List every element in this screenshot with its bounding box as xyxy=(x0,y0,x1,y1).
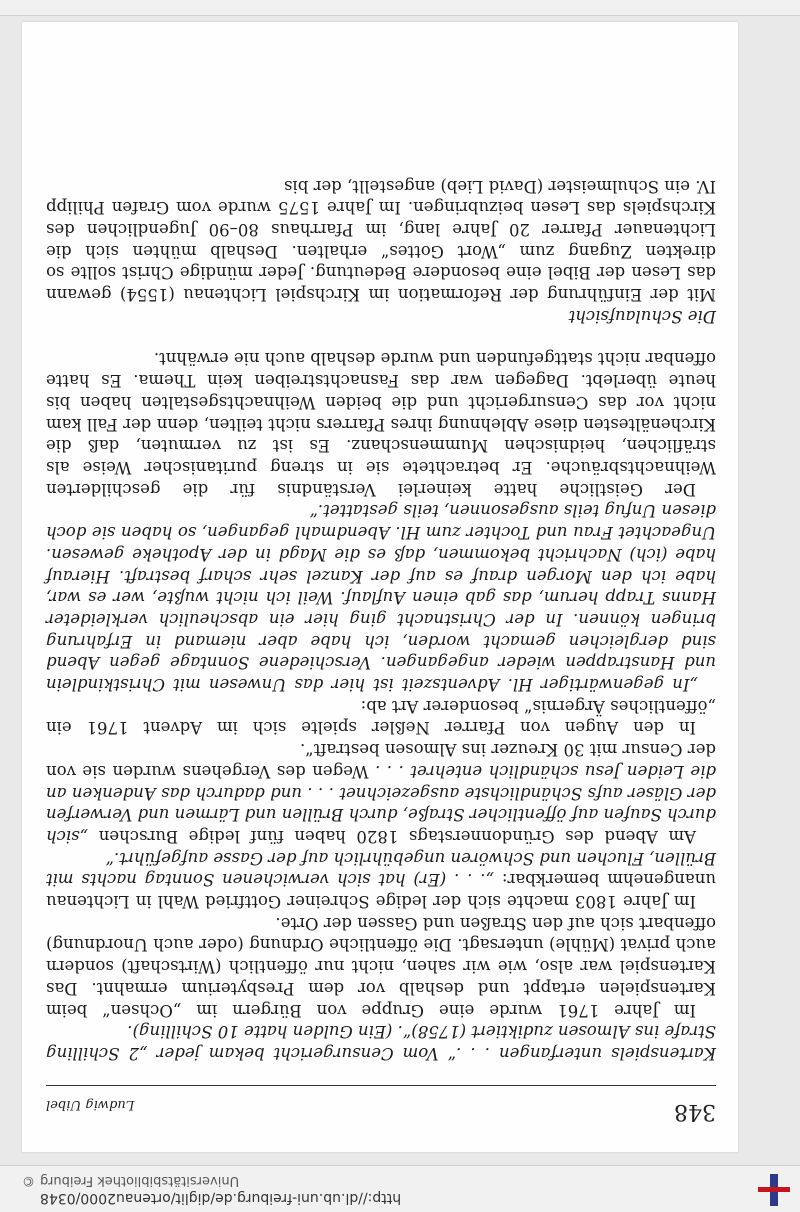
library-logo-icon[interactable] xyxy=(758,1174,790,1206)
viewer-header-bar xyxy=(0,1165,800,1212)
library-credit: Universitätsbibliothek Freiburg xyxy=(40,1173,240,1188)
paragraph-1: Kartenspiels unterfangen . . .“ Vom Censurgericht bekam jeder „2 Schilling Strafe ins Almosen zudiktiert (1758)“. (Ein Gulden hatte 10 Schilling). xyxy=(46,1022,716,1063)
paragraph-5: In den Augen von Pfarrer Neßler spielte sich im Advent 1761 ein „öffentliches Ärgernis“ besonderer Art ab: xyxy=(46,696,716,738)
quote-advent: „In gegenwärtiger Hl. Adventszeit ist hier das Unwesen mit Christkindlein und Hanstrappen wieder angegangen. Verschiedene Sonntage gegen Abend sind dergleichen gemacht worden, ich habe aber niemand in Erfahrung bringen können. In der Christnacht ging hier ein abscheulich verkleideter Hanns Trapp herum, das gab einen Auflauf. Weil ich nicht wußte, wer es war, habe ich den Morgen drauf es auf der Kanzel sehr scharf bestraft. Hierauf habe (ich) Nachricht bekommen, daß es die Magd in der Apotheke gewesen. Ungeachtet Frau und Tochter zum Hl. Abendmahl gegangen, so haben sie doch diesen Unfug teils ausgesonnen, teils gestattet.“ xyxy=(46,501,716,695)
section-heading: Die Schulaufsicht xyxy=(568,306,716,326)
page-body xyxy=(46,175,716,1064)
page-header xyxy=(46,1085,716,1126)
running-author: Ludwig Uibel xyxy=(46,1097,135,1112)
paragraph-6: Der Geistliche hatte keinerlei Verständnis für die geschilderten Weihnachtsbräuche. Er betrachtete sie in streng puritanischer Weise als sträflichen, heidnischen Mummenschanz. Es ist zu vermuten, daß die Kirchenältesten diese Ablehnung ihres Pfarrers nicht teilten, denn der Fall kam nicht vor das Censurgericht und die beiden Weihnachtsgestalten haben bis heute überlebt. Dagegen war das Fasnachtstreiben kein Thema. Es hatte offenbar nicht stattgefunden und wurde deshalb auch nie erwähnt. xyxy=(46,349,716,499)
page-url[interactable]: http://dl.ub.uni-freiburg.de/diglit/ortenau2000/0348 xyxy=(40,1190,402,1206)
copyright-icon: © xyxy=(22,1173,35,1188)
viewer-footer-bar xyxy=(0,0,800,16)
paragraph-4: Am Abend des Gründonnerstags 1820 haben fünf ledige Burschen „sich durch Saufen auf öffentlicher Straße, durch Brüllen und Lärmen und Verwerfen der Gläser aufs Schändlichste ausgezeichnet . . . und dadurch das Andenken an die Leiden Jesu schändlich entehret . . . Wegen des Vergehens wurden sie von der Censur mit 30 Kreuzer ins Almosen bestraft“. xyxy=(46,740,716,846)
page-number: 348 xyxy=(674,1099,716,1124)
paragraph-2: Im Jahre 1761 wurde eine Gruppe von Bürgern im „Ochsen“ beim Kartenspielen ertappt und deshalb vor dem Presbyterium ermahnt. Das Kartenspiel war also, wie wir sahen, nicht nur öffentlich (Wirtschaft) sondern auch privat (Mühle) untersagt. Die öffentliche Ordnung (oder auch Unordnung) offenbart sich auf den Straßen und Gassen der Orte. xyxy=(46,913,716,1020)
paragraph-7: Mit der Einführung der Reformation im Kirchspiel Lichtenau (1554) gewann das Lesen der Bibel eine besondere Bedeutung. Jeder mündige Christ sollte so direkten Zugang zum „Wort Gottes“ erhalten. Deshalb mühten sich die Lichtenauer Pfarrer 20 Jahre lang, im Pfarrhaus 80–90 Jugendlichen des Kirchspiels das Lesen beizubringen. Im Jahre 1575 wurde vom Grafen Philipp IV. ein Schulmeister (David Lieb) angestellt, der bis xyxy=(46,176,716,305)
scanned-page xyxy=(22,22,738,1152)
paragraph-3: Im Jahre 1803 machte sich der ledige Schreiner Gottfried Wahl in Lichtenau unangenehm bemerkbar: „. . . (Er) hat sich verwichenen Sonntag nachts mit Brüllen, Fluchen und Schwören ungebührlich auf der Gasse aufgeführt.“ xyxy=(46,848,716,912)
